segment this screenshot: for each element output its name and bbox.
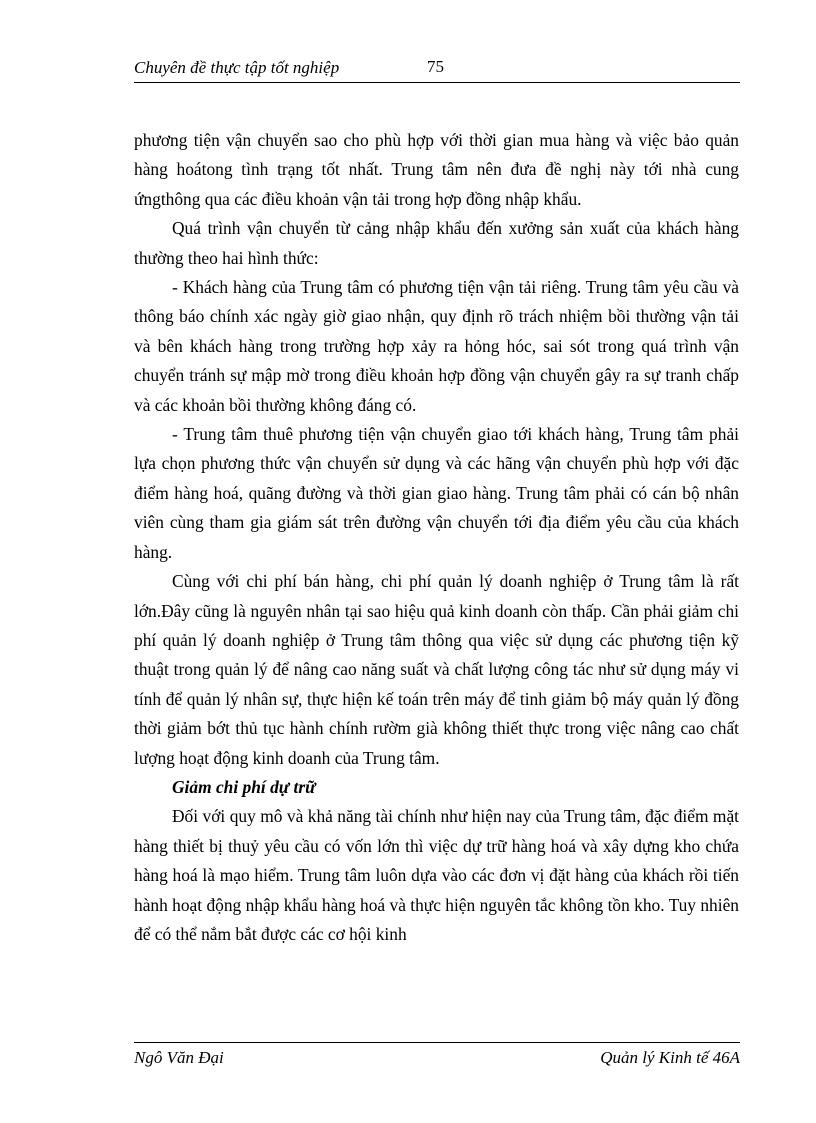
footer-class: Quản lý Kinh tế 46A (600, 1048, 740, 1067)
paragraph-transport-intro: Quá trình vận chuyển từ cảng nhập khẩu đến xưởng sản xuất của khách hàng thường theo hai hình thức: (134, 218, 739, 268)
footer-author: Ngô Văn Đại (134, 1048, 224, 1067)
header-title: Chuyên đề thực tập tốt nghiệp (134, 58, 340, 77)
paragraph-inventory: Đối với quy mô và khả năng tài chính như hiện nay của Trung tâm, đặc điểm mặt hàng thiết bị thuỷ yêu cầu có vốn lớn thì việc dự trữ hàng hoá và xây dựng kho chứa hàng hoá là mạo hiểm. Trung tâm luôn dựa vào các đơn vị đặt hàng của khách rồi tiến hành hoạt động nhập khẩu hàng hoá và thực hiện nguyên tắc không tồn kho. Tuy nhiên để có thể nắm bắt được các cơ hội kinh (134, 806, 739, 944)
paragraph-hired-transport: - Trung tâm thuê phương tiện vận chuyển giao tới khách hàng, Trung tâm phải lựa chọn phương thức vận chuyển sử dụng và các hãng vận chuyển phù hợp với đặc điểm hàng hoá, quãng đường và thời gian giao hàng. Trung tâm phải có cán bộ nhân viên cùng tham gia giám sát trên đường vận chuyển tới địa điểm yêu cầu của khách hàng. (134, 424, 739, 562)
paragraph-own-transport: - Khách hàng của Trung tâm có phương tiện vận tải riêng. Trung tâm yêu cầu và thông báo chính xác ngày giờ giao nhận, quy định rõ trách nhiệm bồi thường vận tải và bên khách hàng trong trường hợp xảy ra hỏng hóc, sai sót trong quá trình vận chuyển tránh sự mập mờ trong điều khoản hợp đồng vận chuyển gây ra sự tranh chấp và các khoản bồi thường không đáng có. (134, 277, 739, 415)
paragraph-management-cost: Cùng với chi phí bán hàng, chi phí quản lý doanh nghiệp ở Trung tâm là rất lớn.Đây cũng là nguyên nhân tại sao hiệu quả kinh doanh còn thấp. Cần phải giảm chi phí quản lý doanh nghiệp ở Trung tâm thông qua việc sử dụng các phương tiện kỹ thuật trong quản lý để nâng cao năng suất và chất lượng công tác như sử dụng máy vi tính để quản lý nhân sự, thực hiện kế toán trên máy để tinh giảm bộ máy quản lý đồng thời giảm bớt thủ tục hành chính rườm già không thiết thực trong việc nâng cao chất lượng hoạt động kinh doanh của Trung tâm. (134, 571, 739, 768)
page-footer (134, 1042, 740, 1073)
section-heading-inventory-cost: Giảm chi phí dự trữ (172, 776, 316, 797)
body-text (134, 126, 739, 949)
page-header (134, 56, 740, 83)
paragraph-continuation: phương tiện vận chuyển sao cho phù hợp với thời gian mua hàng và việc bảo quản hàng hoátong tình trạng tốt nhất. Trung tâm nên đưa đề nghị này tới nhà cung ứngthông qua các điều khoản vận tải trong hợp đồng nhập khẩu. (134, 130, 739, 209)
page-number: 75 (427, 57, 444, 76)
